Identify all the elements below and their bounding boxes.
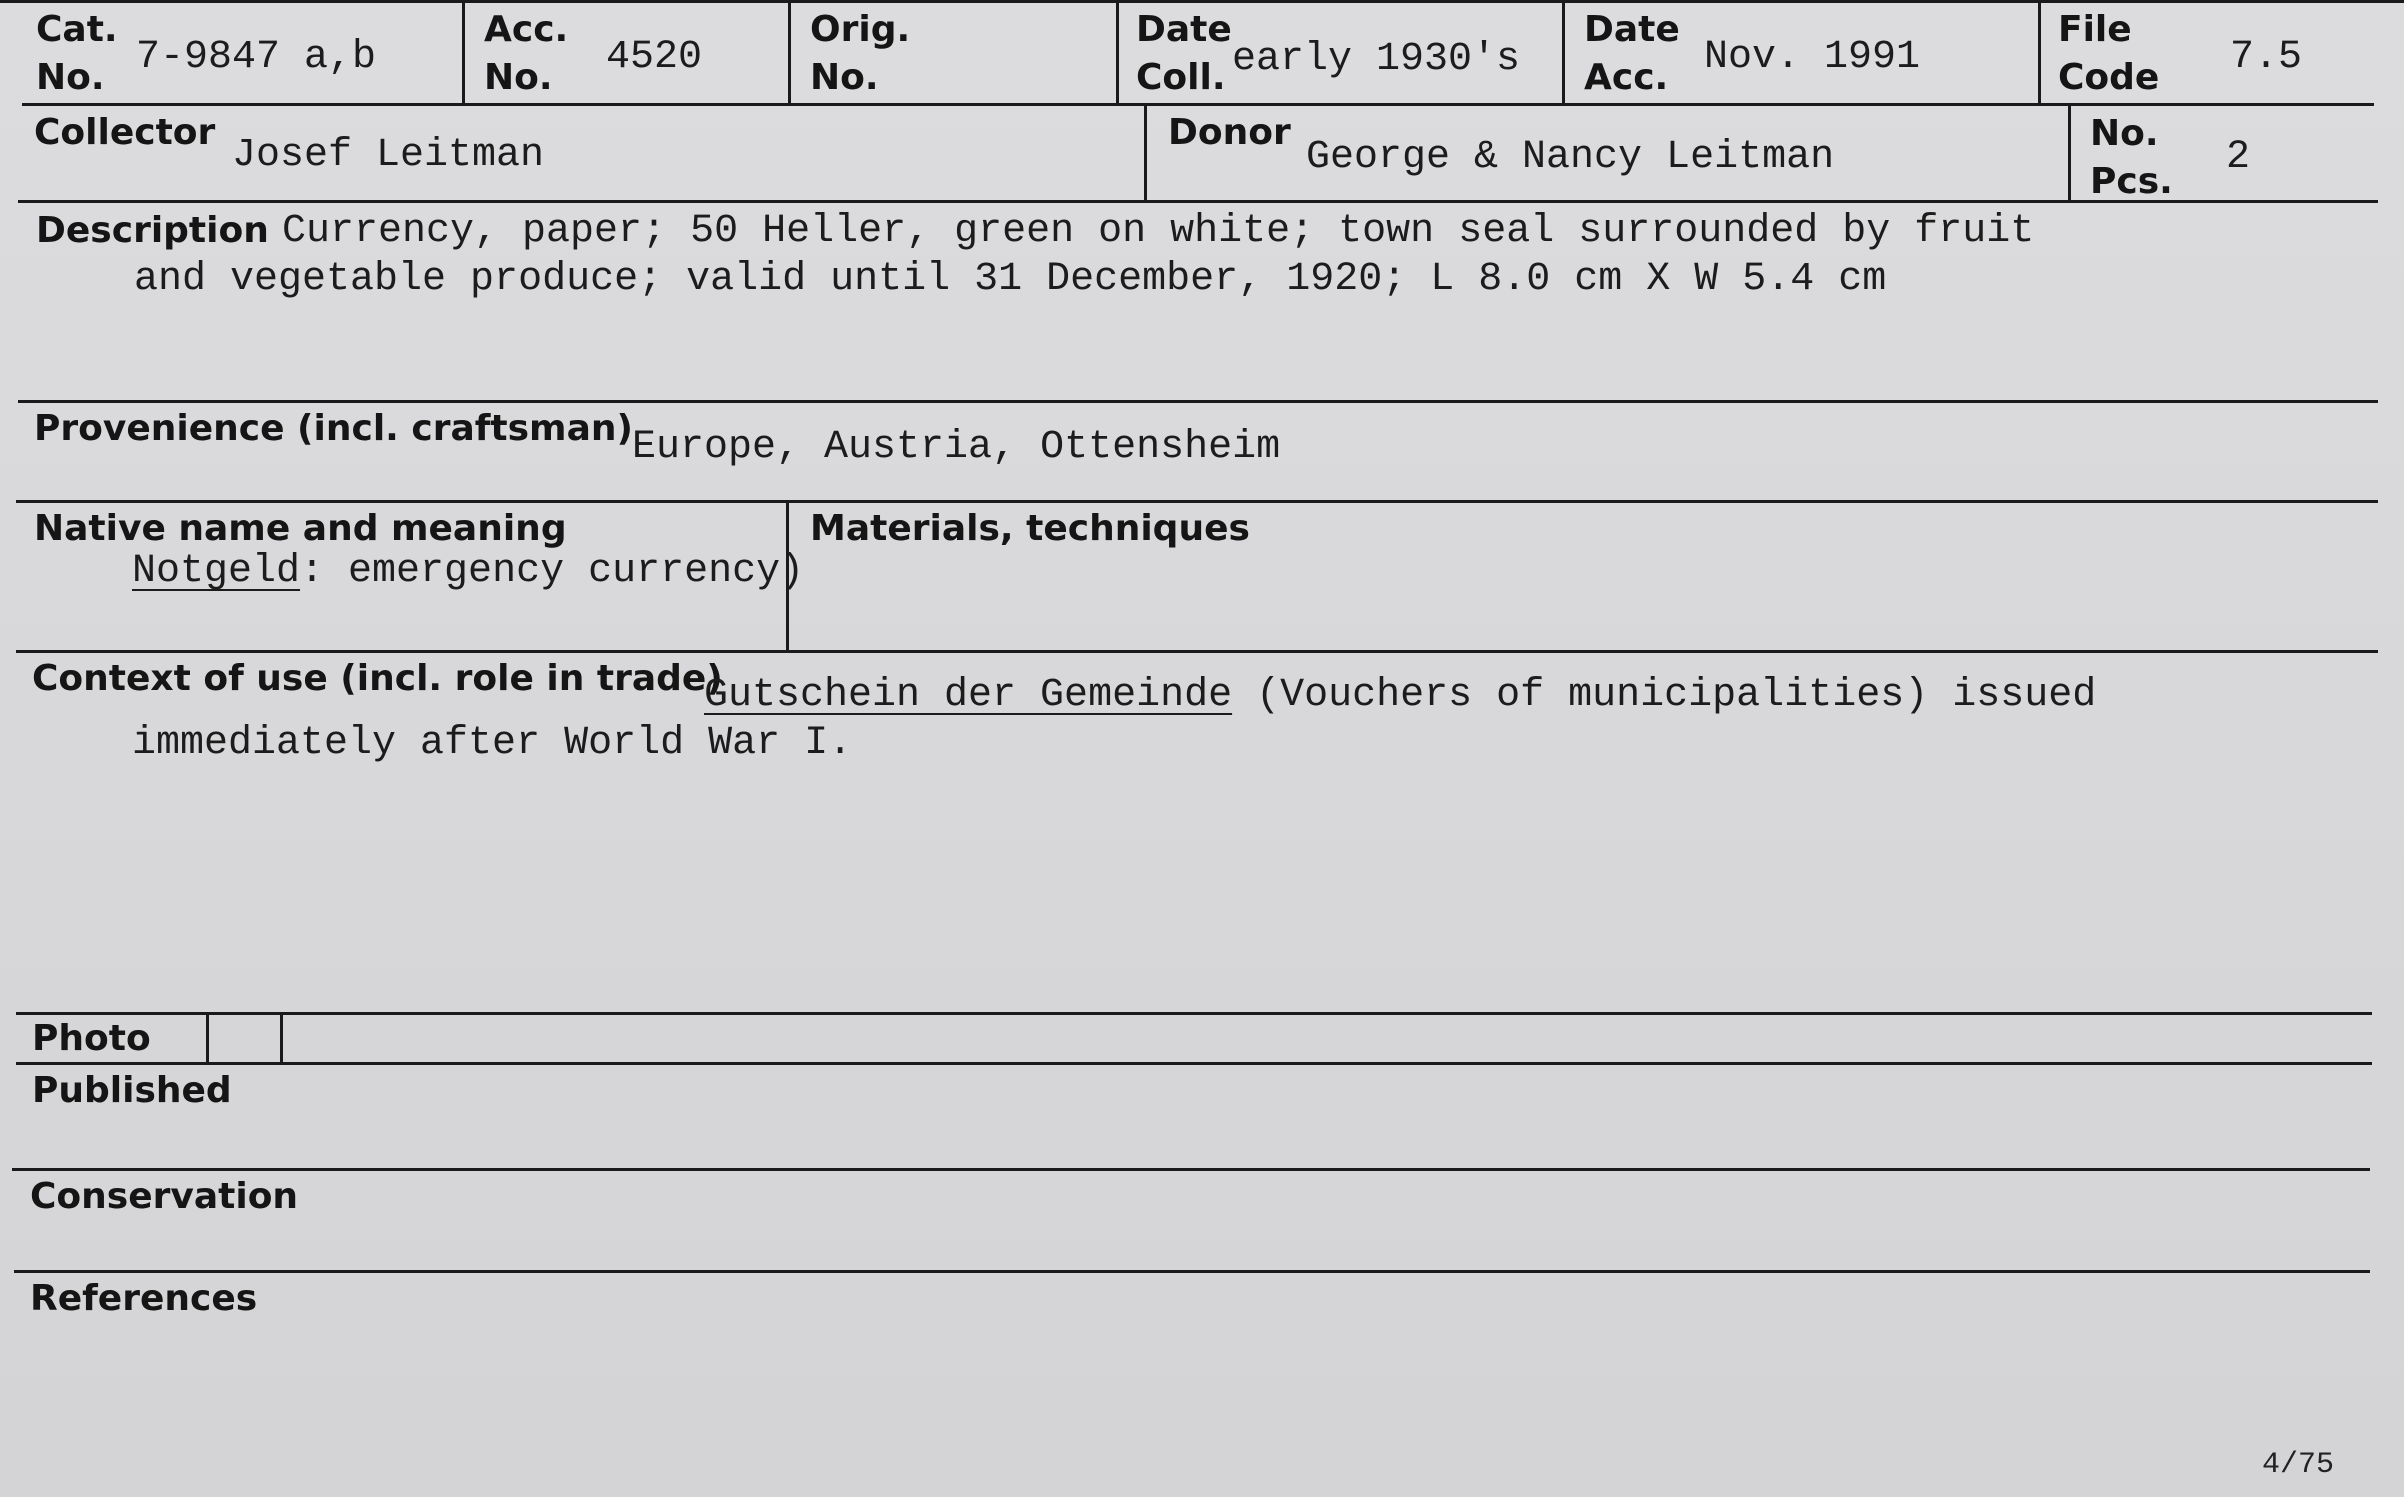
donor-label: Donor — [1168, 112, 1291, 153]
orig-no-label: Orig. No. — [810, 9, 911, 98]
divider-dateacc — [1562, 0, 1565, 104]
collector-label: Collector — [34, 112, 216, 153]
divider-donor — [1144, 104, 1147, 202]
description-line-1: Currency, paper; 50 Heller, green on white; town seal surrounded by fruit — [282, 209, 2035, 254]
rule-provenience-bottom — [16, 500, 2378, 503]
published-label: Published — [32, 1070, 232, 1111]
cat-no-label: Cat. No. — [36, 9, 118, 98]
acc-no-label: Acc. No. — [484, 9, 569, 98]
rule-description-bottom — [18, 400, 2378, 403]
provenience-value: Europe, Austria, Ottensheim — [632, 425, 1281, 470]
description-label: Description — [36, 210, 269, 251]
rule-published-bottom — [12, 1168, 2370, 1171]
acc-no-value: 4520 — [606, 35, 703, 80]
divider-orig — [788, 0, 791, 104]
divider-filecode — [2038, 0, 2041, 104]
references-label: References — [30, 1278, 258, 1319]
native-name-value — [132, 548, 804, 596]
rule-collector-bottom — [18, 200, 2378, 203]
divider-pcs — [2068, 104, 2071, 202]
divider-photo-box-2 — [280, 1012, 283, 1064]
native-meaning: : emergency currency) — [300, 549, 805, 594]
divider-acc — [462, 0, 465, 104]
rule-top — [0, 0, 2404, 3]
photo-label: Photo — [32, 1018, 151, 1059]
rule-context-bottom — [16, 1012, 2372, 1015]
pcs-label: No. Pcs. — [2090, 113, 2173, 202]
description-line-2: and vegetable produce; valid until 31 December, 1920; L 8.0 cm X W 5.4 cm — [134, 257, 1887, 302]
rule-conservation-bottom — [14, 1270, 2370, 1273]
divider-datecoll — [1116, 0, 1119, 104]
rule-native-bottom — [16, 650, 2378, 653]
materials-label: Materials, techniques — [810, 508, 1250, 549]
file-code-label: File Code — [2058, 9, 2160, 98]
context-line-2: immediately after World War I. — [132, 721, 853, 766]
donor-value: George & Nancy Leitman — [1306, 135, 1835, 180]
divider-photo-box-1 — [206, 1012, 209, 1064]
context-line-1 — [704, 672, 2096, 720]
date-acc-label: Date Acc. — [1584, 9, 1680, 98]
provenience-label: Provenience (incl. craftsman) — [34, 408, 633, 449]
date-coll-value: early 1930's — [1232, 37, 1521, 82]
date-acc-value: Nov. 1991 — [1704, 35, 1921, 80]
native-term: Notgeld — [132, 549, 301, 594]
cat-no-value: 7-9847 a,b — [136, 35, 377, 80]
native-name-label: Native name and meaning — [34, 508, 567, 549]
form-code: 4/75 — [2262, 1448, 2335, 1482]
conservation-label: Conservation — [30, 1176, 299, 1217]
file-code-value: 7.5 — [2230, 35, 2303, 80]
context-term: Gutschein der Gemeinde — [704, 673, 1233, 718]
context-label: Context of use (incl. role in trade) — [32, 658, 723, 699]
collector-value: Josef Leitman — [232, 133, 545, 178]
context-line-1-rest: (Vouchers of municipalities) issued — [1232, 673, 2097, 718]
rule-header-bottom — [22, 103, 2374, 106]
pcs-value: 2 — [2226, 135, 2251, 180]
date-coll-label: Date Coll. — [1136, 9, 1232, 98]
rule-photo-bottom — [16, 1062, 2372, 1065]
